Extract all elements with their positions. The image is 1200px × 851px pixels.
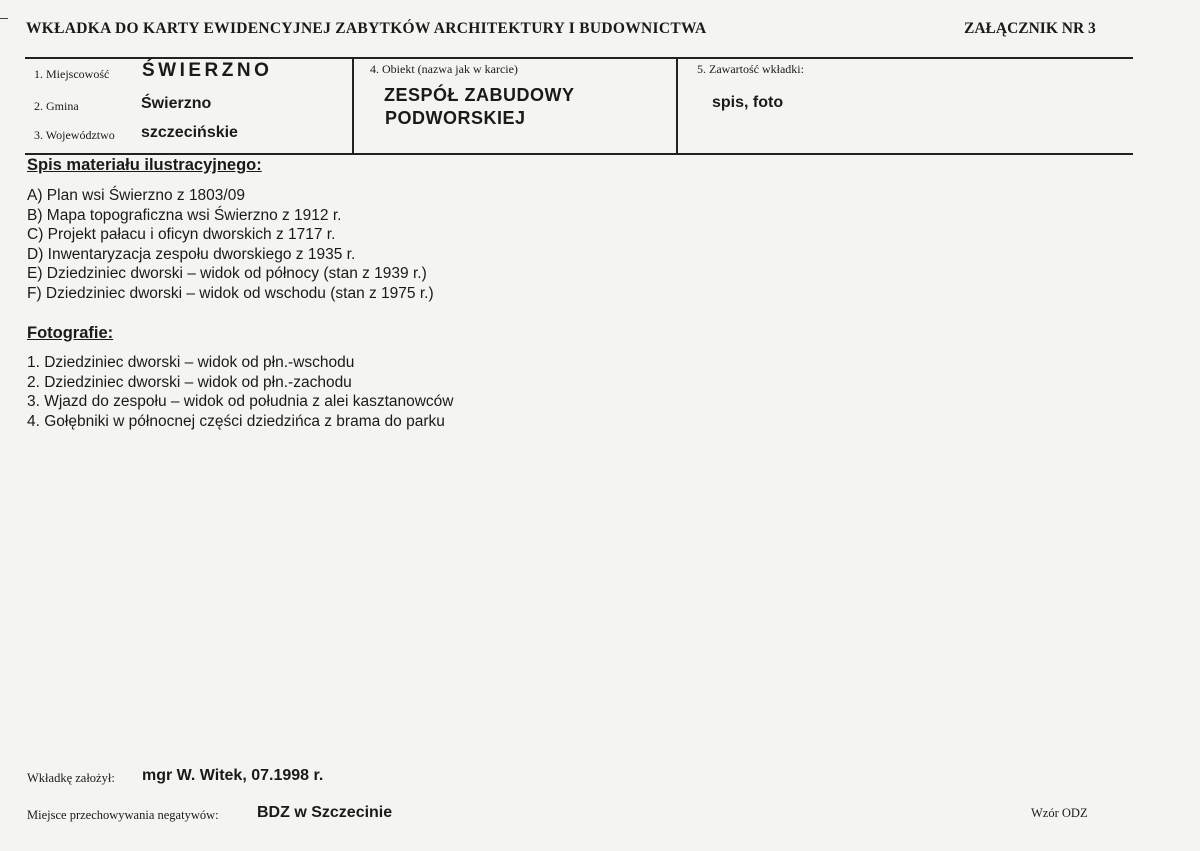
list-item: 2. Dziedziniec dworski – widok od płn.-zachodu: [27, 373, 352, 391]
municipality-value: Świerzno: [141, 95, 212, 112]
object-value-line2: PODWORSKIEJ: [385, 108, 526, 128]
edge-tick-mark: [0, 18, 8, 19]
contents-label: 5. Zawartość wkładki:: [697, 62, 804, 76]
negatives-label: Miejsce przechowywania negatywów:: [27, 808, 219, 822]
locality-label: 1. Miejscowość: [34, 67, 110, 81]
template-code: Wzór ODZ: [1031, 806, 1088, 820]
object-value-line1: ZESPÓŁ ZABUDOWY: [384, 85, 575, 105]
author-label: Wkładkę założył:: [27, 771, 115, 785]
list-item: C) Projekt pałacu i oficyn dworskich z 1717 r.: [27, 226, 336, 243]
photos-heading: Fotografie:: [27, 324, 114, 342]
photos-list: [27, 353, 454, 431]
list-item: A) Plan wsi Świerzno z 1803/09: [27, 187, 245, 204]
list-item: 3. Wjazd do zespołu – widok od południa z alei kasztanowców: [27, 393, 454, 410]
negatives-value: BDZ w Szczecinie: [257, 804, 393, 821]
author-value: mgr W. Witek, 07.1998 r.: [142, 767, 324, 784]
box-bottom-border: [25, 153, 1133, 155]
list-item: E) Dziedziniec dworski – widok od północy (stan z 1939 r.): [27, 265, 427, 282]
list-item: D) Inwentaryzacja zespołu dworskiego z 1935 r.: [27, 245, 356, 263]
municipality-label: 2. Gmina: [34, 99, 79, 113]
object-label: 4. Obiekt (nazwa jak w karcie): [370, 62, 518, 76]
list-item: 4. Gołębniki w północnej części dziedzińca z brama do parku: [27, 412, 445, 430]
list-item: B) Mapa topograficzna wsi Świerzno z 1912 r.: [27, 206, 342, 224]
list-item: 1. Dziedziniec dworski – widok od płn.-wschodu: [27, 354, 355, 371]
illustrations-list: [27, 186, 434, 303]
box-divider-1: [352, 57, 354, 154]
locality-value: ŚWIERZNO: [142, 60, 273, 81]
contents-value: spis, foto: [712, 94, 784, 111]
illustrations-heading: Spis materiału ilustracyjnego:: [27, 156, 262, 174]
box-divider-2: [676, 57, 678, 154]
list-item: F) Dziedziniec dworski – widok od wschodu (stan z 1975 r.): [27, 284, 434, 302]
box-top-border: [25, 57, 1133, 59]
annex-number: ZAŁĄCZNIK NR 3: [964, 20, 1096, 37]
voivodeship-label: 3. Województwo: [34, 128, 115, 142]
voivodeship-value: szczecińskie: [141, 124, 238, 141]
form-title: WKŁADKA DO KARTY EWIDENCYJNEJ ZABYTKÓW ARCHITEKTURY I BUDOWNICTWA: [26, 20, 707, 37]
